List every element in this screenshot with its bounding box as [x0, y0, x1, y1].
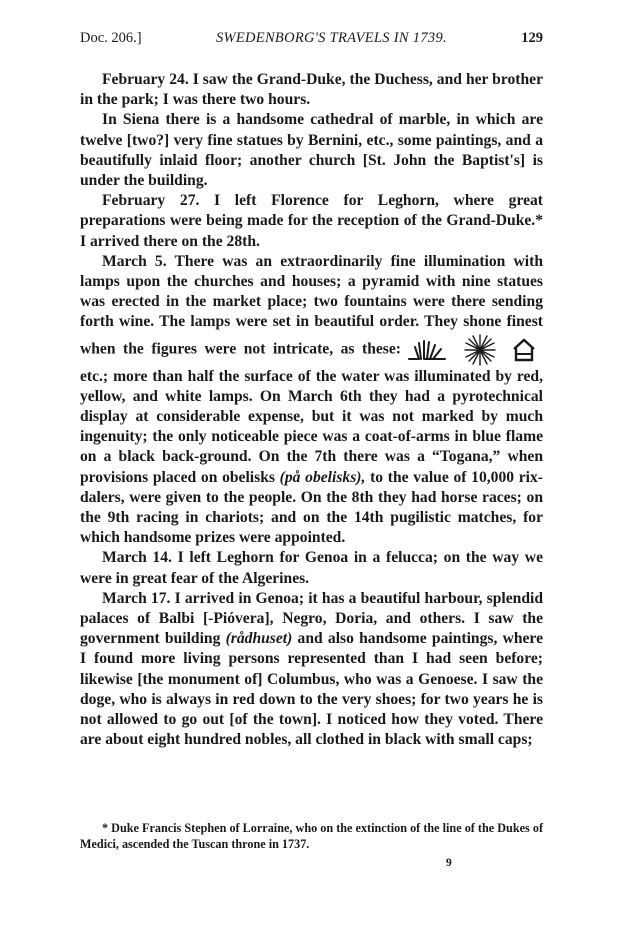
march-17-italic-word: (rådhuset): [225, 630, 293, 648]
paragraph-march-5: [80, 252, 543, 549]
signature-mark: 9: [446, 857, 452, 869]
sheaf-lamp-icon: [405, 337, 449, 363]
march-17-text-pre: March 17. I arrived in Genoa; it has a beautiful harbour, splendid palaces of Balbi [-Pióvera], Negro, Doria, and others. I saw the government building: [80, 589, 543, 648]
paragraph-feb-24: February 24. I saw the Grand-Duke, the Duchess, and her brother in the park; I was there two hours.: [80, 71, 543, 109]
star-burst-lamp-icon: [463, 333, 497, 367]
lamp-figures: [405, 333, 537, 367]
body-text: [80, 70, 543, 751]
march-5-text-after-post: to the value of 10,000 rix-dalers, were given to the people. On the 8th they had horse races; on the 9th racing in chariots; and on the 14th pugilistic matches, for which handsome prizes were appointed.: [80, 468, 544, 547]
march-5-text-before: March 5. There was an extraordinarily fine illumination with lamps upon the churches and houses; a pyramid with nine statues was erected in the market place; two fountains were there sending forth wine. The lamps were set in beautiful order. They shone finest when the figures were not intricate, as these:: [80, 252, 543, 358]
footnote: [80, 820, 543, 852]
march-5-text-after-pre: etc.; more than half the surface of the water was illuminated by red, yellow, and white lamps. On March 6th they had a pyrotechnical display at considerable expense, but it was not marked by much ingenuity; the only noticeable piece was a coat-of-arms in blue flame on a black back-ground. On the 7th there was a “Togana,” when provisions placed on obelisks: [80, 367, 543, 486]
paragraph-march-17: [80, 589, 543, 751]
running-header: [80, 30, 543, 50]
running-title: SWEDENBORG'S TRAVELS IN 1739.: [215, 30, 447, 46]
doc-reference: Doc. 206.]: [80, 30, 142, 46]
paragraph-march-14: March 14. I left Leghorn for Genoa in a felucca; on the way we were in great fear of the Algerines.: [80, 549, 543, 587]
footnote-text: * Duke Francis Stephen of Lorraine, who on the extinction of the line of the Dukes of Medici, ascended the Tuscan throne in 1737.: [80, 821, 543, 851]
paragraph-feb-27: February 27. I left Florence for Leghorn, where great preparations were being made for the reception of the Grand-Duke.* I arrived there on the 28th.: [80, 192, 543, 250]
march-17-text-post: and also handsome paintings, where I found more living persons represented than I had seen before; likewise [the monument of] Columbus, who was a Genoese. I saw the doge, who is always in red down to the very shoes; for two years he is not allowed to go out [of the town]. I noticed how they voted. There are about eight hundred nobles, all clothed in black with small caps;: [80, 630, 543, 749]
page: [80, 30, 543, 751]
house-outline-lamp-icon: [511, 337, 537, 363]
march-5-italic-phrase: (på obelisks),: [279, 468, 366, 486]
page-number: 129: [521, 30, 543, 46]
paragraph-siena: In Siena there is a handsome cathedral of marble, in which are twelve [two?] very fine statues by Bernini, etc., some paintings, and a beautifully inlaid floor; another church [St. John the Baptist's] is under the building.: [80, 111, 543, 190]
